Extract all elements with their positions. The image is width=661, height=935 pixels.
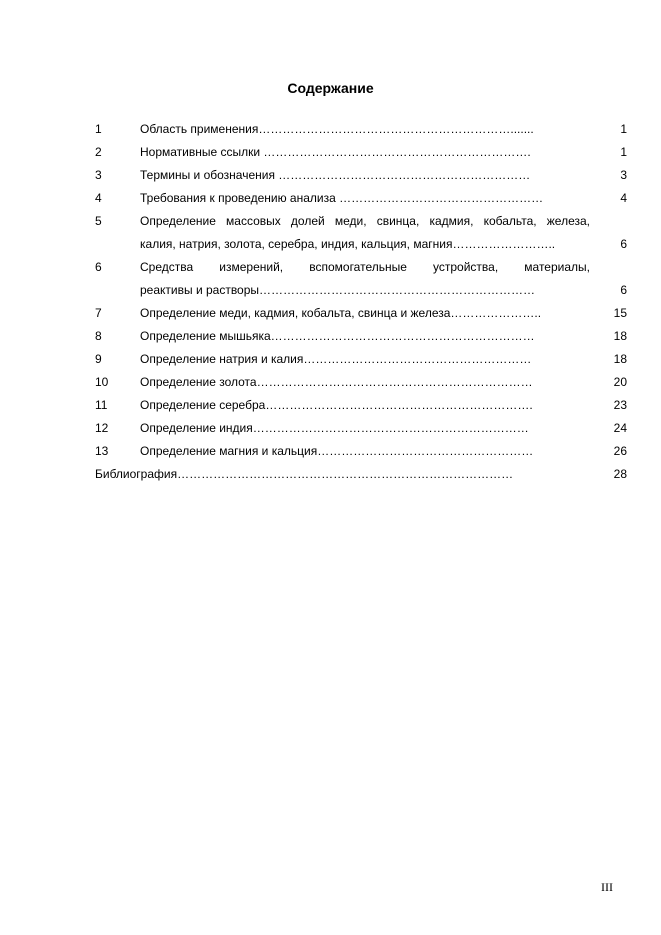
toc-entry-page: 26 [613, 444, 627, 458]
toc-entry[interactable] [95, 210, 633, 256]
toc-entry-page: 6 [620, 283, 627, 297]
toc-entry-line1: Определение массовых долей меди, свинца, кадмия, кобальта, железа, [140, 214, 590, 228]
toc-entry-line1: Средства измерений, вспомогательные устройства, материалы, [140, 260, 590, 274]
toc-entry[interactable] [95, 256, 633, 302]
toc-entry-number: 4 [95, 191, 102, 205]
toc-entry-number: 8 [95, 329, 102, 343]
toc-entry-line2: калия, натрия, золота, серебра, индия, кальция, магния…………………….. [140, 237, 556, 251]
toc-entry-text: Область применения………………………………………………………....... [140, 122, 534, 136]
toc-entry-page: 18 [613, 352, 627, 366]
toc-entry-page: 24 [613, 421, 627, 435]
toc-entry-page: 15 [613, 306, 627, 320]
toc-entry-text: Нормативные ссылки …………………………………………………………. [140, 145, 531, 159]
toc-entry-page: 20 [613, 375, 627, 389]
toc-entry-number: 13 [95, 444, 109, 458]
toc-entry[interactable] [95, 371, 633, 394]
toc-entry[interactable] [95, 164, 633, 187]
toc-entry-page: 28 [613, 467, 627, 481]
toc-entry-line2: реактивы и растворы…………………………………………………………… [140, 283, 536, 297]
toc-entry-text: Определение индия…………………………………………………………… [140, 421, 529, 435]
toc-entry-number: 11 [95, 398, 108, 412]
toc-entry[interactable] [95, 348, 633, 371]
toc-entry-page: 3 [620, 168, 627, 182]
toc-entry-number: 7 [95, 306, 102, 320]
toc-entry-text [140, 256, 590, 302]
toc-entry-page: 1 [620, 122, 627, 136]
toc-entry-bibliography[interactable] [95, 463, 633, 486]
toc-entry-text: Определение магния и кальция……………………………………………… [140, 444, 534, 458]
toc-entry-page: 23 [613, 398, 627, 412]
toc-entry-page: 1 [620, 145, 627, 159]
toc-entry[interactable] [95, 325, 633, 348]
toc-entry[interactable] [95, 118, 633, 141]
toc-entry-number: 5 [95, 214, 102, 228]
toc-entry-page: 6 [620, 237, 627, 251]
toc-entry[interactable] [95, 417, 633, 440]
toc-entry[interactable] [95, 141, 633, 164]
toc-entry-text: Определение серебра…………………………………………………………. [140, 398, 533, 412]
toc-entry-text: Термины и обозначения ……………………………………………………… [140, 168, 531, 182]
toc-entry-text: Библиография………………………………………………………………………… [95, 467, 514, 481]
toc-entry[interactable] [95, 302, 633, 325]
toc-title: Содержание [287, 80, 374, 96]
toc-entry-text [140, 210, 590, 256]
toc-entry-number: 6 [95, 260, 102, 274]
toc-entry-number: 2 [95, 145, 102, 159]
toc-entry-number: 9 [95, 352, 102, 366]
toc-entry-number: 1 [95, 122, 102, 136]
toc-entry-text: Определение золота…………………………………………………………… [140, 375, 533, 389]
toc-entry[interactable] [95, 394, 633, 417]
toc-entry-number: 10 [95, 375, 109, 389]
table-of-contents [95, 118, 633, 486]
toc-entry-number: 3 [95, 168, 102, 182]
toc-entry-page: 4 [620, 191, 627, 205]
toc-entry-text: Определение натрия и калия………………………………………………… [140, 352, 532, 366]
toc-entry-text: Определение мышьяка………………………………………………………… [140, 329, 535, 343]
toc-entry-page: 18 [613, 329, 627, 343]
toc-entry-text: Определение меди, кадмия, кобальта, свинца и железа………………….. [140, 306, 542, 320]
toc-entry-number: 12 [95, 421, 109, 435]
toc-entry[interactable] [95, 187, 633, 210]
toc-entry-text: Требования к проведению анализа …………………………………………… [140, 191, 544, 205]
toc-entry[interactable] [95, 440, 633, 463]
page-number: III [601, 880, 613, 894]
